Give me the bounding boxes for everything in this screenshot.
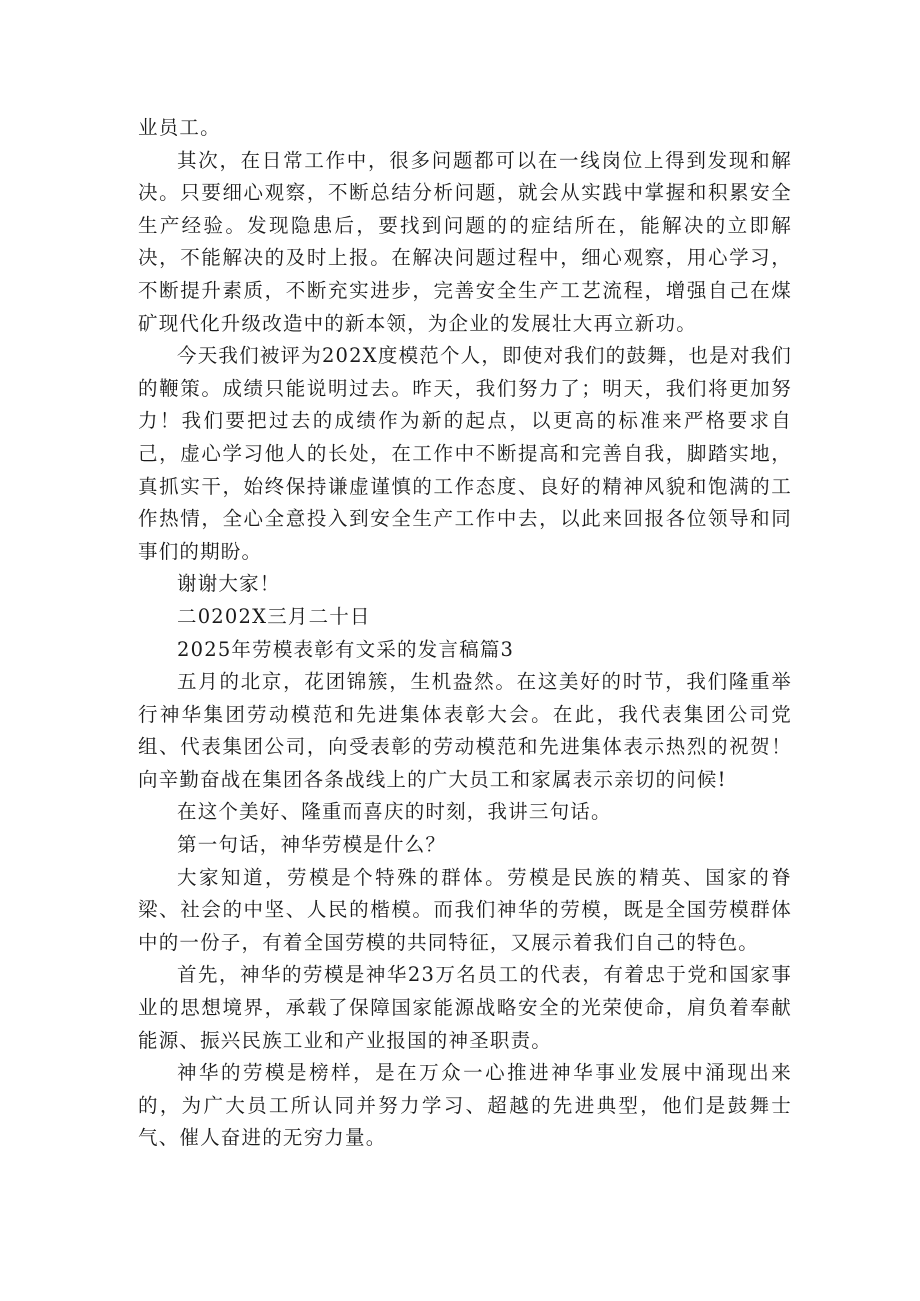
- document-body: [138, 112, 792, 1155]
- paragraph-may-beijing: 五月的北京，花团锦簇，生机盎然。在这美好的时节，我们隆重举行神华集团劳动模范和先进集体表彰大会。在此，我代表集团公司党组、代表集团公司，向受表彰的劳动模范和先进集体表示热烈的祝贺！向辛勤奋战在集团各条战线上的广大员工和家属表示亲切的问候!: [138, 670, 792, 791]
- paragraph-today: 今天我们被评为202X度模范个人，即使对我们的鼓舞，也是对我们的鞭策。成绩只能说明过去。昨天，我们努力了；明天，我们将更加努力！我们要把过去的成绩作为新的起点，以更高的标准来严格要求自己，虚心学习他人的长处，在工作中不断提高和完善自我，脚踏实地，真抓实干，始终保持谦虚谨慎的工作态度、良好的精神风貌和饱满的工作热情，全心全意投入到安全生产工作中去，以此来回报各位领导和同事们的期盼。: [138, 344, 792, 563]
- paragraph-continuation: 业员工。: [138, 116, 221, 139]
- paragraph-firstly: 首先，神华的劳模是神华23万名员工的代表，有着忠于党和国家事业的思想境界，承载了保障国家能源战略安全的光荣使命，肩负着奉献能源、振兴民族工业和产业报国的神圣职责。: [138, 963, 792, 1052]
- section-heading: 2025年劳模表彰有文采的发言稿篇3: [177, 637, 515, 661]
- paragraph-secondly: 其次，在日常工作中，很多问题都可以在一线岗位上得到发现和解决。只要细心观察，不断总结分析问题，就会从实践中掌握和积累安全生产经验。发现隐患后，要找到问题的的症结所在，能解决的立即解决，不能解决的及时上报。在解决问题过程中，细心观察，用心学习，不断提升素质，不断充实进步，完善安全生产工艺流程，增强自己在煤矿现代化升级改造中的新本领，为企业的发展壮大再立新功。: [138, 148, 792, 335]
- paragraph-first-point: 第一句话，神华劳模是什么？: [177, 833, 447, 857]
- paragraph-date: 二0202X三月二十日: [177, 604, 371, 628]
- paragraph-model-group: 大家知道，劳模是个特殊的群体。劳模是民族的精英、国家的脊梁、社会的中坚、人民的楷模。而我们神华的劳模，既是全国劳模群体中的一份子，有着全国劳模的共同特征，又展示着我们自己的特色。: [138, 865, 792, 954]
- paragraph-role-model: 神华的劳模是榜样，是在万众一心推进神华事业发展中涌现出来的，为广大员工所认同并努力学习、超越的先进典型，他们是鼓舞士气、催人奋进的无穷力量。: [138, 1061, 792, 1150]
- paragraph-thanks: 谢谢大家！: [177, 572, 281, 596]
- paragraph-three-points: 在这个美好、隆重而喜庆的时刻，我讲三句话。: [177, 800, 612, 824]
